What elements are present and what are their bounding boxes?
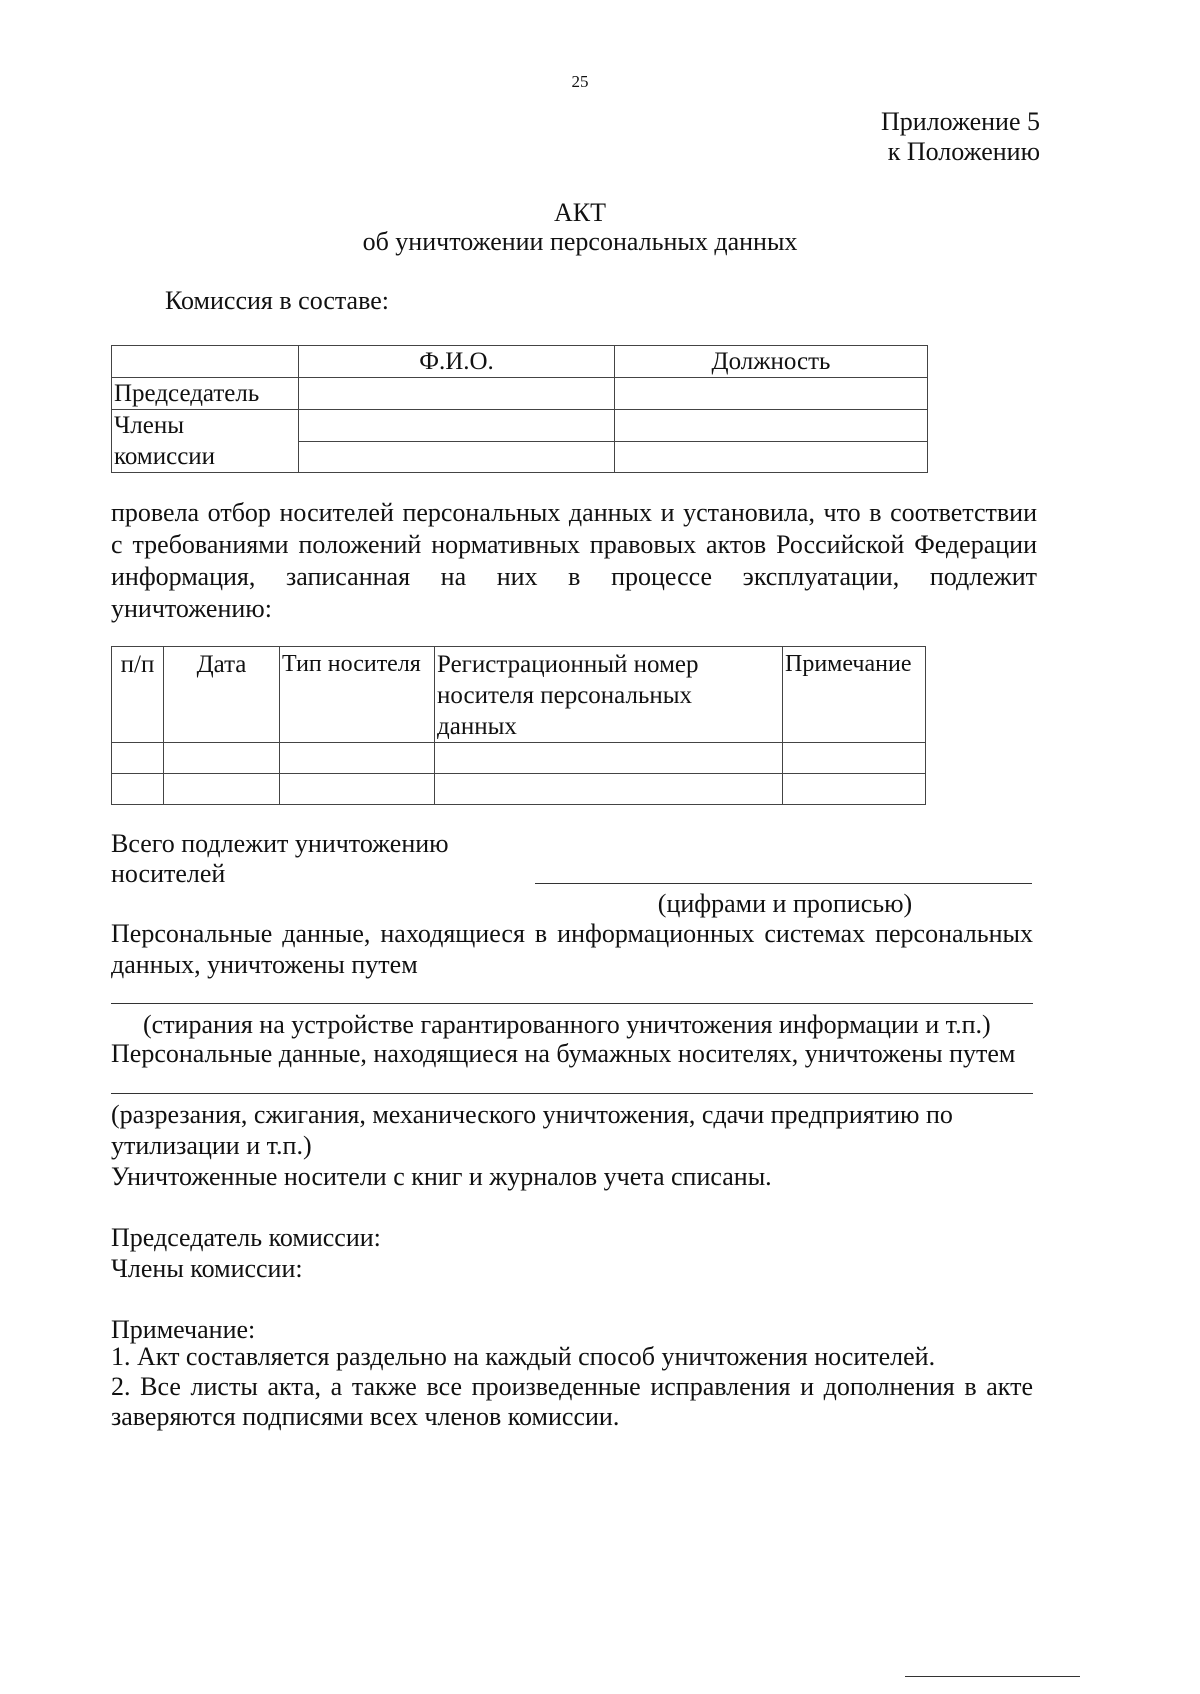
- note-item-cont: заверяются подписями всех членов комиссии.: [111, 1402, 620, 1431]
- appendix-label: Приложение 5: [880, 107, 1040, 136]
- electronic-text: Персональные данные, находящиеся в информационных системах персональных: [111, 919, 1033, 948]
- paper-text: Персональные данные, находящиеся на бумажных носителях, уничтожены путем: [111, 1039, 1016, 1068]
- table-cell: [435, 774, 783, 805]
- electronic-hint: (стирания на устройстве гарантированного уничтожения информации и т.п.): [143, 1010, 991, 1039]
- footer-rule: [905, 1676, 1080, 1677]
- document-title: АКТ: [554, 198, 606, 227]
- paper-hint: (разрезания, сжигания, механического уничтожения, сдачи предприятию по: [111, 1100, 953, 1129]
- electronic-fill-line: [111, 1003, 1033, 1004]
- notes-heading: Примечание:: [111, 1315, 256, 1344]
- total-label-cont: носителей: [111, 859, 226, 888]
- table-cell: [299, 410, 615, 442]
- total-fill-line: [535, 883, 1032, 884]
- paper-hint-cont: утилизации и т.п.): [111, 1131, 312, 1160]
- document-subtitle: об уничтожении персональных данных: [362, 227, 798, 256]
- chairman-signature-label: Председатель комиссии:: [111, 1223, 381, 1252]
- table-cell: [280, 774, 435, 805]
- table-cell: [164, 743, 280, 774]
- role-line: Члены: [114, 412, 184, 439]
- table-row: [112, 743, 926, 774]
- role-cell: Председатель: [112, 378, 299, 410]
- table-row: [112, 410, 928, 442]
- table-cell: [280, 743, 435, 774]
- selection-paragraph: [111, 497, 1037, 625]
- table-header-cell: [112, 346, 299, 378]
- role-line: комиссии: [114, 443, 216, 470]
- written-off-text: Уничтоженные носители с книг и журналов учета списаны.: [111, 1162, 772, 1191]
- table-cell: [435, 743, 783, 774]
- paragraph-line: уничтожению:: [111, 594, 272, 623]
- table-cell: [112, 743, 164, 774]
- table-header-cell: Примечание: [783, 647, 926, 743]
- table-row: [112, 774, 926, 805]
- table-header-cell: Должность: [615, 346, 928, 378]
- paragraph-line: с требованиями положений нормативных правовых актов Российской Федерации: [111, 530, 1037, 559]
- table-header-cell: Ф.И.О.: [299, 346, 615, 378]
- table-header-cell: Дата: [164, 647, 280, 743]
- note-item: 1. Акт составляется раздельно на каждый способ уничтожения носителей.: [111, 1342, 936, 1371]
- members-signature-label: Члены комиссии:: [111, 1254, 303, 1283]
- table-cell: [112, 774, 164, 805]
- table-header-cell: Регистрационный номер носителя персональных данных: [435, 647, 783, 743]
- total-hint: (цифрами и прописью): [657, 889, 913, 918]
- media-table: [111, 646, 926, 805]
- role-cell: [112, 410, 299, 473]
- total-label: Всего подлежит уничтожению: [111, 829, 449, 858]
- table-cell: [164, 774, 280, 805]
- paragraph-line: провела отбор носителей персональных данных и установила, что в соответствии: [111, 498, 1037, 527]
- table-cell: [615, 378, 928, 410]
- table-header-row: [112, 647, 926, 743]
- note-item: 2. Все листы акта, а также все произведенные исправления и дополнения в акте: [111, 1372, 1033, 1401]
- table-cell: [615, 441, 928, 473]
- table-cell: [615, 410, 928, 442]
- paper-fill-line: [111, 1093, 1033, 1094]
- paragraph-line: информация, записанная на них в процессе эксплуатации, подлежит: [111, 562, 1037, 591]
- table-cell: [783, 774, 926, 805]
- table-row: [112, 378, 928, 410]
- commission-intro: Комиссия в составе:: [165, 286, 389, 315]
- table-header-cell: Тип носителя: [280, 647, 435, 743]
- appendix-reference: к Положению: [887, 137, 1040, 166]
- commission-table: [111, 345, 928, 473]
- table-cell: [299, 378, 615, 410]
- table-header-cell: п/п: [112, 647, 164, 743]
- electronic-text-cont: данных, уничтожены путем: [111, 950, 418, 979]
- table-cell: [783, 743, 926, 774]
- page-number: 25: [571, 72, 589, 91]
- table-cell: [299, 441, 615, 473]
- table-header-row: [112, 346, 928, 378]
